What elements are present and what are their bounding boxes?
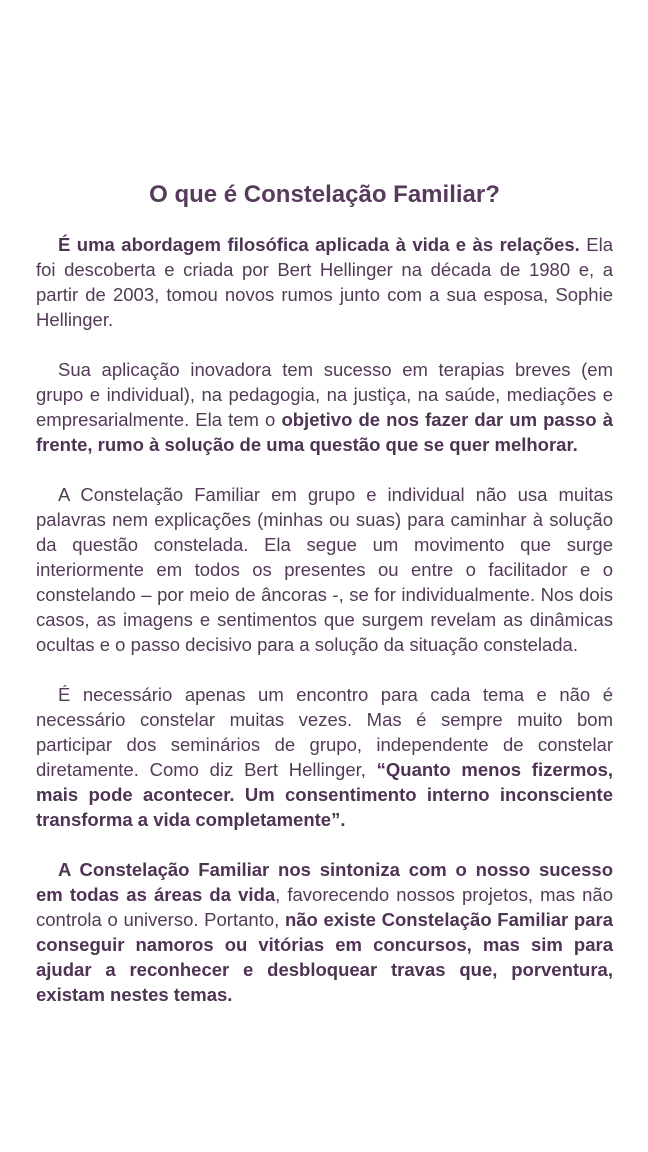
paragraph-definition-bold: É uma abordagem filosófica aplicada à vida e às relações. (58, 234, 580, 255)
paragraph-conclusion-bold-1: A Constelação Familiar nos sintoniza com o nosso sucesso em todas as áreas da vida (36, 859, 613, 905)
paragraph-application (36, 357, 613, 457)
article (36, 178, 613, 1032)
paragraph-conclusion-text: , favorecendo nossos projetos, mas não controla o universo. Portanto, (36, 884, 613, 930)
paragraph-definition (36, 232, 613, 332)
paragraph-quote (36, 682, 613, 832)
paragraph-method (36, 482, 613, 657)
paragraph-conclusion-bold-2: não existe Constelação Familiar para conseguir namoros ou vitórias em concursos, mas sim para ajudar a reconhecer e desbloquear travas que, porventura, existam nestes temas. (36, 909, 613, 1005)
page-title: O que é Constelação Familiar? (149, 181, 500, 208)
paragraph-quote-text: É necessário apenas um encontro para cada tema e não é necessário constelar muitas vezes. Mas é sempre muito bom participar dos seminários de grupo, independente de constelar diretamente. Como diz Bert Hellinger, (36, 684, 613, 780)
paragraph-method-text: A Constelação Familiar em grupo e individual não usa muitas palavras nem explicações (minhas ou suas) para caminhar à solução da questão constelada. Ela segue um movimento que surge interiormente em todos os presentes ou entre o facilitador e o constelando – por meio de âncoras -, se for individualmente. Nos dois casos, as imagens e sentimentos que surgem revelam as dinâmicas ocultas e o passo decisivo para a solução da situação constelada. (36, 484, 613, 655)
paragraph-conclusion (36, 857, 613, 1007)
paragraph-definition-text: Ela foi descoberta e criada por Bert Hellinger na década de 1980 e, a partir de 2003, tomou novos rumos junto com a sua esposa, Sophie Hellinger. (36, 234, 613, 330)
paragraph-application-text: Sua aplicação inovadora tem sucesso em terapias breves (em grupo e individual), na pedagogia, na justiça, na saúde, mediações e empresarialmente. Ela tem o (36, 359, 613, 430)
hellinger-quote: “Quanto menos fizermos, mais pode acontecer. Um consentimento interno inconsciente transforma a vida completamente”. (36, 759, 613, 830)
paragraph-application-bold: objetivo de nos fazer dar um passo à frente, rumo à solução de uma questão que se quer melhorar. (36, 409, 613, 455)
